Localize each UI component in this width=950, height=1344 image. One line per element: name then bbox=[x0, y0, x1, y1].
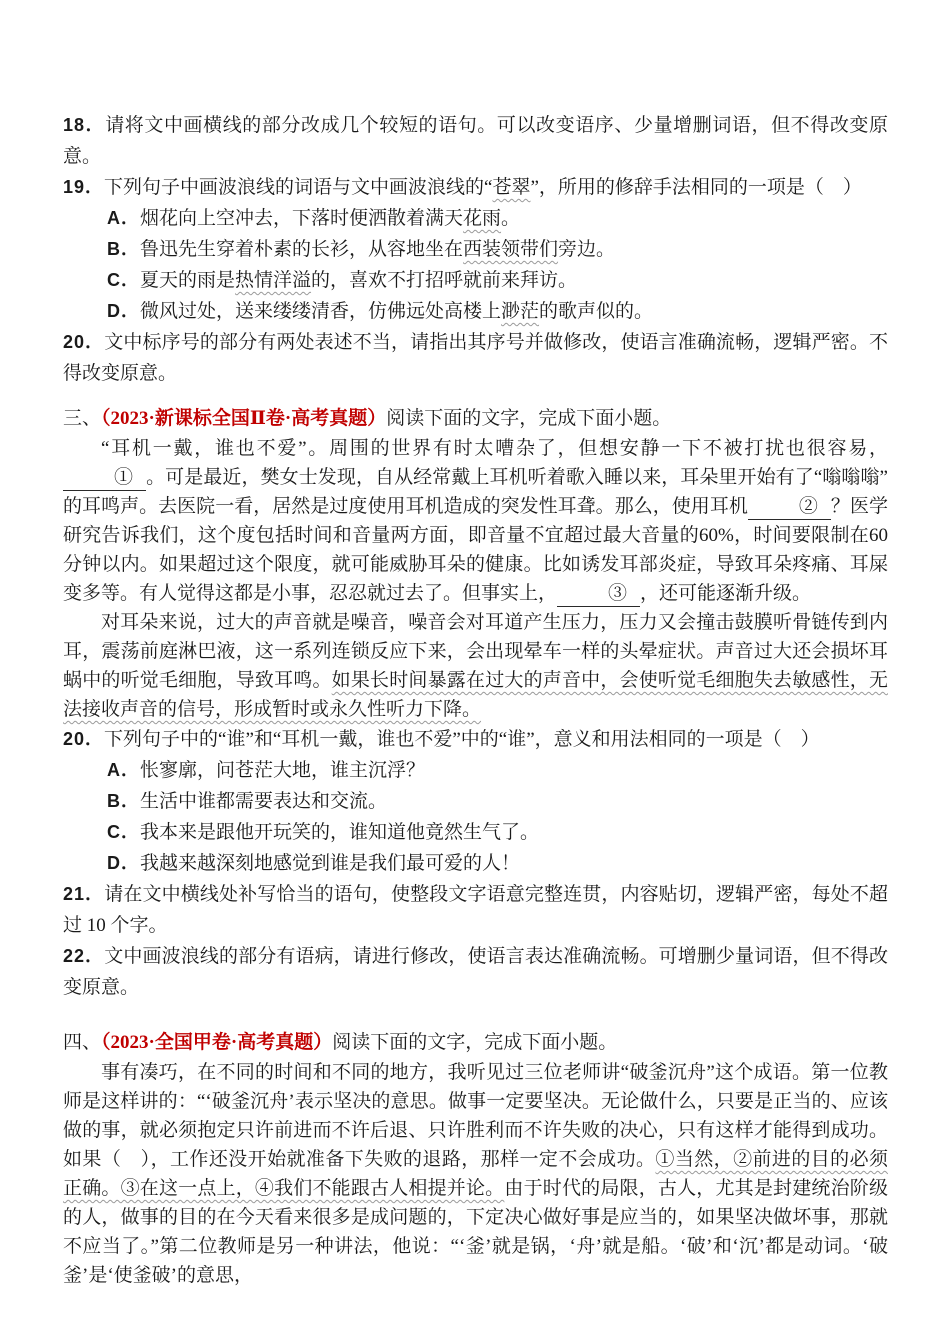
option-text-pre: 微风过处，送来缕缕清香，仿佛远处高楼上 bbox=[140, 301, 502, 322]
question-18-text: 请将文中画横线的部分改成几个较短的语句。可以改变语序、少量增删词语，但不得改变原意。 bbox=[63, 115, 888, 167]
question-19-number: 19． bbox=[63, 177, 105, 197]
option-wavy-text: 热情洋溢 bbox=[235, 270, 312, 291]
option-label: D． bbox=[107, 853, 140, 873]
question-21-number: 21． bbox=[63, 884, 105, 904]
circled-number-3: ③ bbox=[608, 583, 628, 604]
option-label: A． bbox=[107, 208, 140, 228]
paragraph-text: “耳机一戴，谁也不爱”。周围的世界有时太嘈杂了，但想安静一下不被打扰也很容易， bbox=[101, 438, 888, 459]
q20-option-d bbox=[63, 848, 888, 879]
q20-option-c bbox=[63, 817, 888, 848]
section-4-paragraph-1 bbox=[63, 1058, 888, 1290]
option-wavy-text: 花雨 bbox=[463, 208, 502, 229]
option-text: 我越来越深刻地感觉到谁是我们最可爱的人！ bbox=[140, 853, 521, 874]
paragraph-text: 对耳朵来说，过大的声音就是噪音，噪音会对耳道产生压力，压力又会撞击鼓膜听骨链传到内耳，震荡前庭淋巴液，这一系列连锁反应下来，会出现晕车一样的头晕症状。声音过大还会损坏耳蜗中的听觉毛细胞，导致耳鸣。 bbox=[63, 612, 888, 691]
q20-option-a bbox=[63, 755, 888, 786]
option-text-post: 的，喜欢不打招呼就前来拜访。 bbox=[311, 270, 578, 291]
section-4-heading bbox=[63, 1027, 888, 1058]
option-label: C． bbox=[107, 822, 140, 842]
paragraph-text: ？医学研究告诉我们，这个度包括时间和音量两方面，即音量不宜超过最大音量的60%，时间要限制在60分钟以内。如果超过这个限度，就可能威胁耳朵的健康。比如诱发耳部炎症，导致耳朵疼痛、耳屎变多等。有人觉得这都是小事，忍忍就过去了。但事实上， bbox=[63, 496, 888, 604]
question-18-number: 18． bbox=[63, 115, 106, 135]
section-3-intro: 阅读下面的文字，完成下面小题。 bbox=[386, 408, 672, 429]
option-label: B． bbox=[107, 239, 140, 259]
section-3-paragraph-2 bbox=[63, 608, 888, 724]
option-text-pre: 烟花向上空冲去，下落时便洒散着满天 bbox=[140, 208, 464, 229]
option-text-post: 。 bbox=[501, 208, 521, 229]
question-19-wavy-term: 苍翠 bbox=[492, 177, 531, 198]
option-text: 我本来是跟他开玩笑的，谁知道他竟然生气了。 bbox=[140, 822, 540, 843]
numbered-blank-3 bbox=[557, 582, 640, 607]
question-20-number: 20． bbox=[63, 332, 105, 352]
question-20-text: 下列句子中的“谁”和“耳机一戴，谁也不爱”中的“谁”，意义和用法相同的一项是（ ） bbox=[104, 729, 820, 750]
option-text-post: 旁边。 bbox=[558, 239, 616, 260]
question-18 bbox=[63, 110, 888, 172]
paragraph-text: 。可是最近，樊女士发现，自从经常戴上耳机听着歌入睡以来，耳朵里开始有了“嗡嗡嗡”的耳鸣声。去医院一看，居然是过度使用耳机造成的突发性耳聋。那么，使用耳机 bbox=[63, 467, 888, 517]
question-20-number: 20． bbox=[63, 729, 105, 749]
q19-option-c bbox=[63, 265, 888, 296]
wavy-underlined-sentence: ①当然，②前进的目的必须正确。③在这一点上，④我们不能跟古人相提并论。 bbox=[63, 1149, 888, 1199]
option-text: 生活中谁都需要表达和交流。 bbox=[140, 791, 388, 812]
option-text: 怅寥廓，问苍茫大地，谁主沉浮？ bbox=[140, 760, 426, 781]
q19-option-b bbox=[63, 234, 888, 265]
numbered-blank-2 bbox=[748, 495, 831, 520]
circled-number-1: ① bbox=[114, 467, 134, 488]
question-22 bbox=[63, 941, 888, 1003]
option-label: B． bbox=[107, 791, 140, 811]
option-text-post: 的歌声似的。 bbox=[539, 301, 654, 322]
wavy-underlined-sentence: 如果长时间暴露在过大的声音中，会使听觉毛细胞失去敏感性，无法接收声音的信号，形成暂时或永久性听力下降。 bbox=[63, 670, 888, 720]
section-3-marker: 三、 bbox=[63, 408, 102, 429]
paragraph-text: ，还可能逐渐升级。 bbox=[640, 583, 812, 604]
q19-option-d bbox=[63, 296, 888, 327]
option-text-pre: 夏天的雨是 bbox=[140, 270, 236, 291]
section-4-intro: 阅读下面的文字，完成下面小题。 bbox=[332, 1032, 618, 1053]
question-19 bbox=[63, 172, 888, 203]
option-label: C． bbox=[107, 270, 140, 290]
option-text-pre: 鲁迅先生穿着朴素的长衫，从容地坐在 bbox=[140, 239, 464, 260]
option-label: A． bbox=[107, 760, 140, 780]
question-20-text: 文中标序号的部分有两处表述不当，请指出其序号并做修改，使语言准确流畅，逻辑严密。不得改变原意。 bbox=[63, 332, 888, 384]
q20-option-b bbox=[63, 786, 888, 817]
circled-number-2: ② bbox=[798, 496, 818, 517]
paragraph-text: 事有凑巧，在不同的时间和不同的地方，我听见过三位老师讲“破釜沉舟”这个成语。第一位教师是这样讲的：“‘破釜沉舟’表示坚决的意思。做事一定要坚决。无论做什么，只要是正当的、应该做的事，就必须抱定只许前进而不许后退、只许胜利而不许失败的决心，只有这样才能得到成功。如果（ ），工作还没开始就准备下失败的退路，那样一定不会成功。 bbox=[63, 1062, 888, 1170]
paragraph-text: 由于时代的局限，古人，尤其是封建统治阶级的人，做事的目的在今天看来很多是成问题的，下定决心做好事是应当的，如果坚决做坏事，那就不应当了。”第二位教师是另一种讲法，他说：“‘釜’就是锅，‘舟’就是船。‘破’和‘沉’都是动词。‘破釜’是‘使釜破’的意思， bbox=[63, 1178, 888, 1286]
section-3-source-citation: （2023·新课标全国Ⅱ卷·高考真题） bbox=[101, 408, 387, 429]
section-4-marker: 四、 bbox=[63, 1032, 102, 1053]
option-wavy-text: 渺茫 bbox=[501, 301, 540, 322]
question-21 bbox=[63, 879, 888, 941]
section-3-paragraph-1 bbox=[63, 434, 888, 608]
q19-option-a bbox=[63, 203, 888, 234]
option-label: D． bbox=[107, 301, 140, 321]
question-20-first bbox=[63, 327, 888, 389]
section-4-source-citation: （2023·全国甲卷·高考真题） bbox=[101, 1032, 333, 1053]
numbered-blank-1 bbox=[63, 466, 146, 491]
question-19-text-pre: 下列句子中画波浪线的词语与文中画波浪线的“ bbox=[104, 177, 493, 198]
question-20-second bbox=[63, 724, 888, 755]
option-wavy-text: 西装领带们 bbox=[463, 239, 559, 260]
question-21-text: 请在文中横线处补写恰当的语句，使整段文字语意完整连贯，内容贴切，逻辑严密，每处不超过 10 个字。 bbox=[63, 884, 888, 936]
question-19-text-post: ”，所用的修辞手法相同的一项是（ ） bbox=[530, 177, 862, 198]
section-3-heading bbox=[63, 403, 888, 434]
question-22-number: 22． bbox=[63, 946, 105, 966]
question-22-text: 文中画波浪线的部分有语病，请进行修改，使语言表达准确流畅。可增删少量词语，但不得改变原意。 bbox=[63, 946, 888, 998]
